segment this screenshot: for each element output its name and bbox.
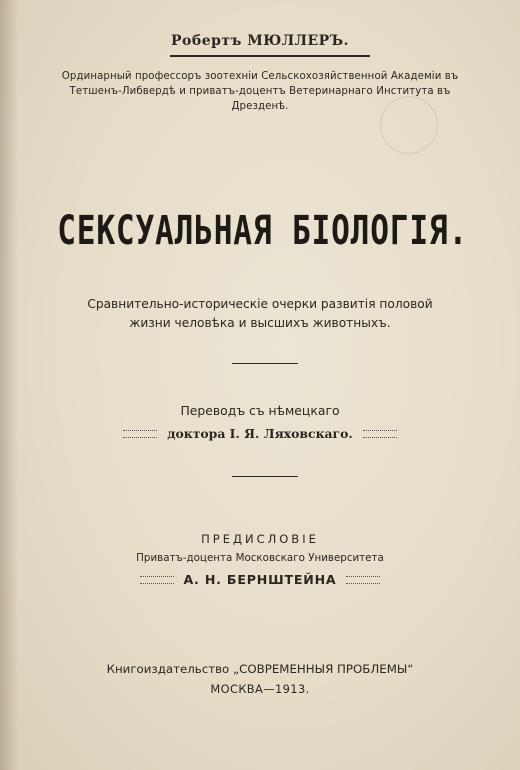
ornament-left <box>140 576 174 584</box>
preface-author-affiliation: Приватъ-доцента Московскаго Университета <box>136 552 384 564</box>
subtitle-line-2: жизни человѣка и высшихъ животныхъ. <box>129 316 391 330</box>
translation-note: Переводъ съ нѣмецкаго <box>180 403 340 418</box>
publisher-name: Книгоиздательство „СОВРЕМЕННЫЯ ПРОБЛЕМЫ“ <box>106 662 414 676</box>
author-affiliation-line-1: Ординарный профессоръ зоотехніи Сельскохозяйственной Академіи въ <box>61 71 459 82</box>
ornament-left <box>123 430 157 438</box>
author-name: Робертъ МЮЛЛЕРЪ. <box>171 33 349 49</box>
author-underline <box>170 55 370 57</box>
binding-shadow <box>0 0 18 770</box>
translator-name: доктора І. Я. Ляховскаго. <box>167 426 353 441</box>
author-affiliation-line-2: Тетшенъ-Либвердѣ и приватъ-доцентъ Ветеринарнаго Института въ <box>69 86 451 97</box>
translator-row <box>0 426 520 441</box>
book-title: СЕКСУАЛЬНАЯ БІОЛОГІЯ. <box>57 208 469 254</box>
preface-author-name: А. Н. БЕРНШТЕЙНА <box>183 572 337 587</box>
divider-rule <box>232 363 298 364</box>
preface-heading: ПРЕДИСЛОВІЕ <box>201 532 319 546</box>
place-and-year: МОСКВА—1913. <box>210 682 310 696</box>
preface-author-row <box>0 572 520 587</box>
author-affiliation-line-3: Дрезденѣ. <box>231 101 289 112</box>
ornament-right <box>346 576 380 584</box>
ornament-right <box>363 430 397 438</box>
divider-rule <box>232 476 298 477</box>
subtitle-line-1: Сравнительно-историческіе очерки развитія половой <box>87 297 433 311</box>
